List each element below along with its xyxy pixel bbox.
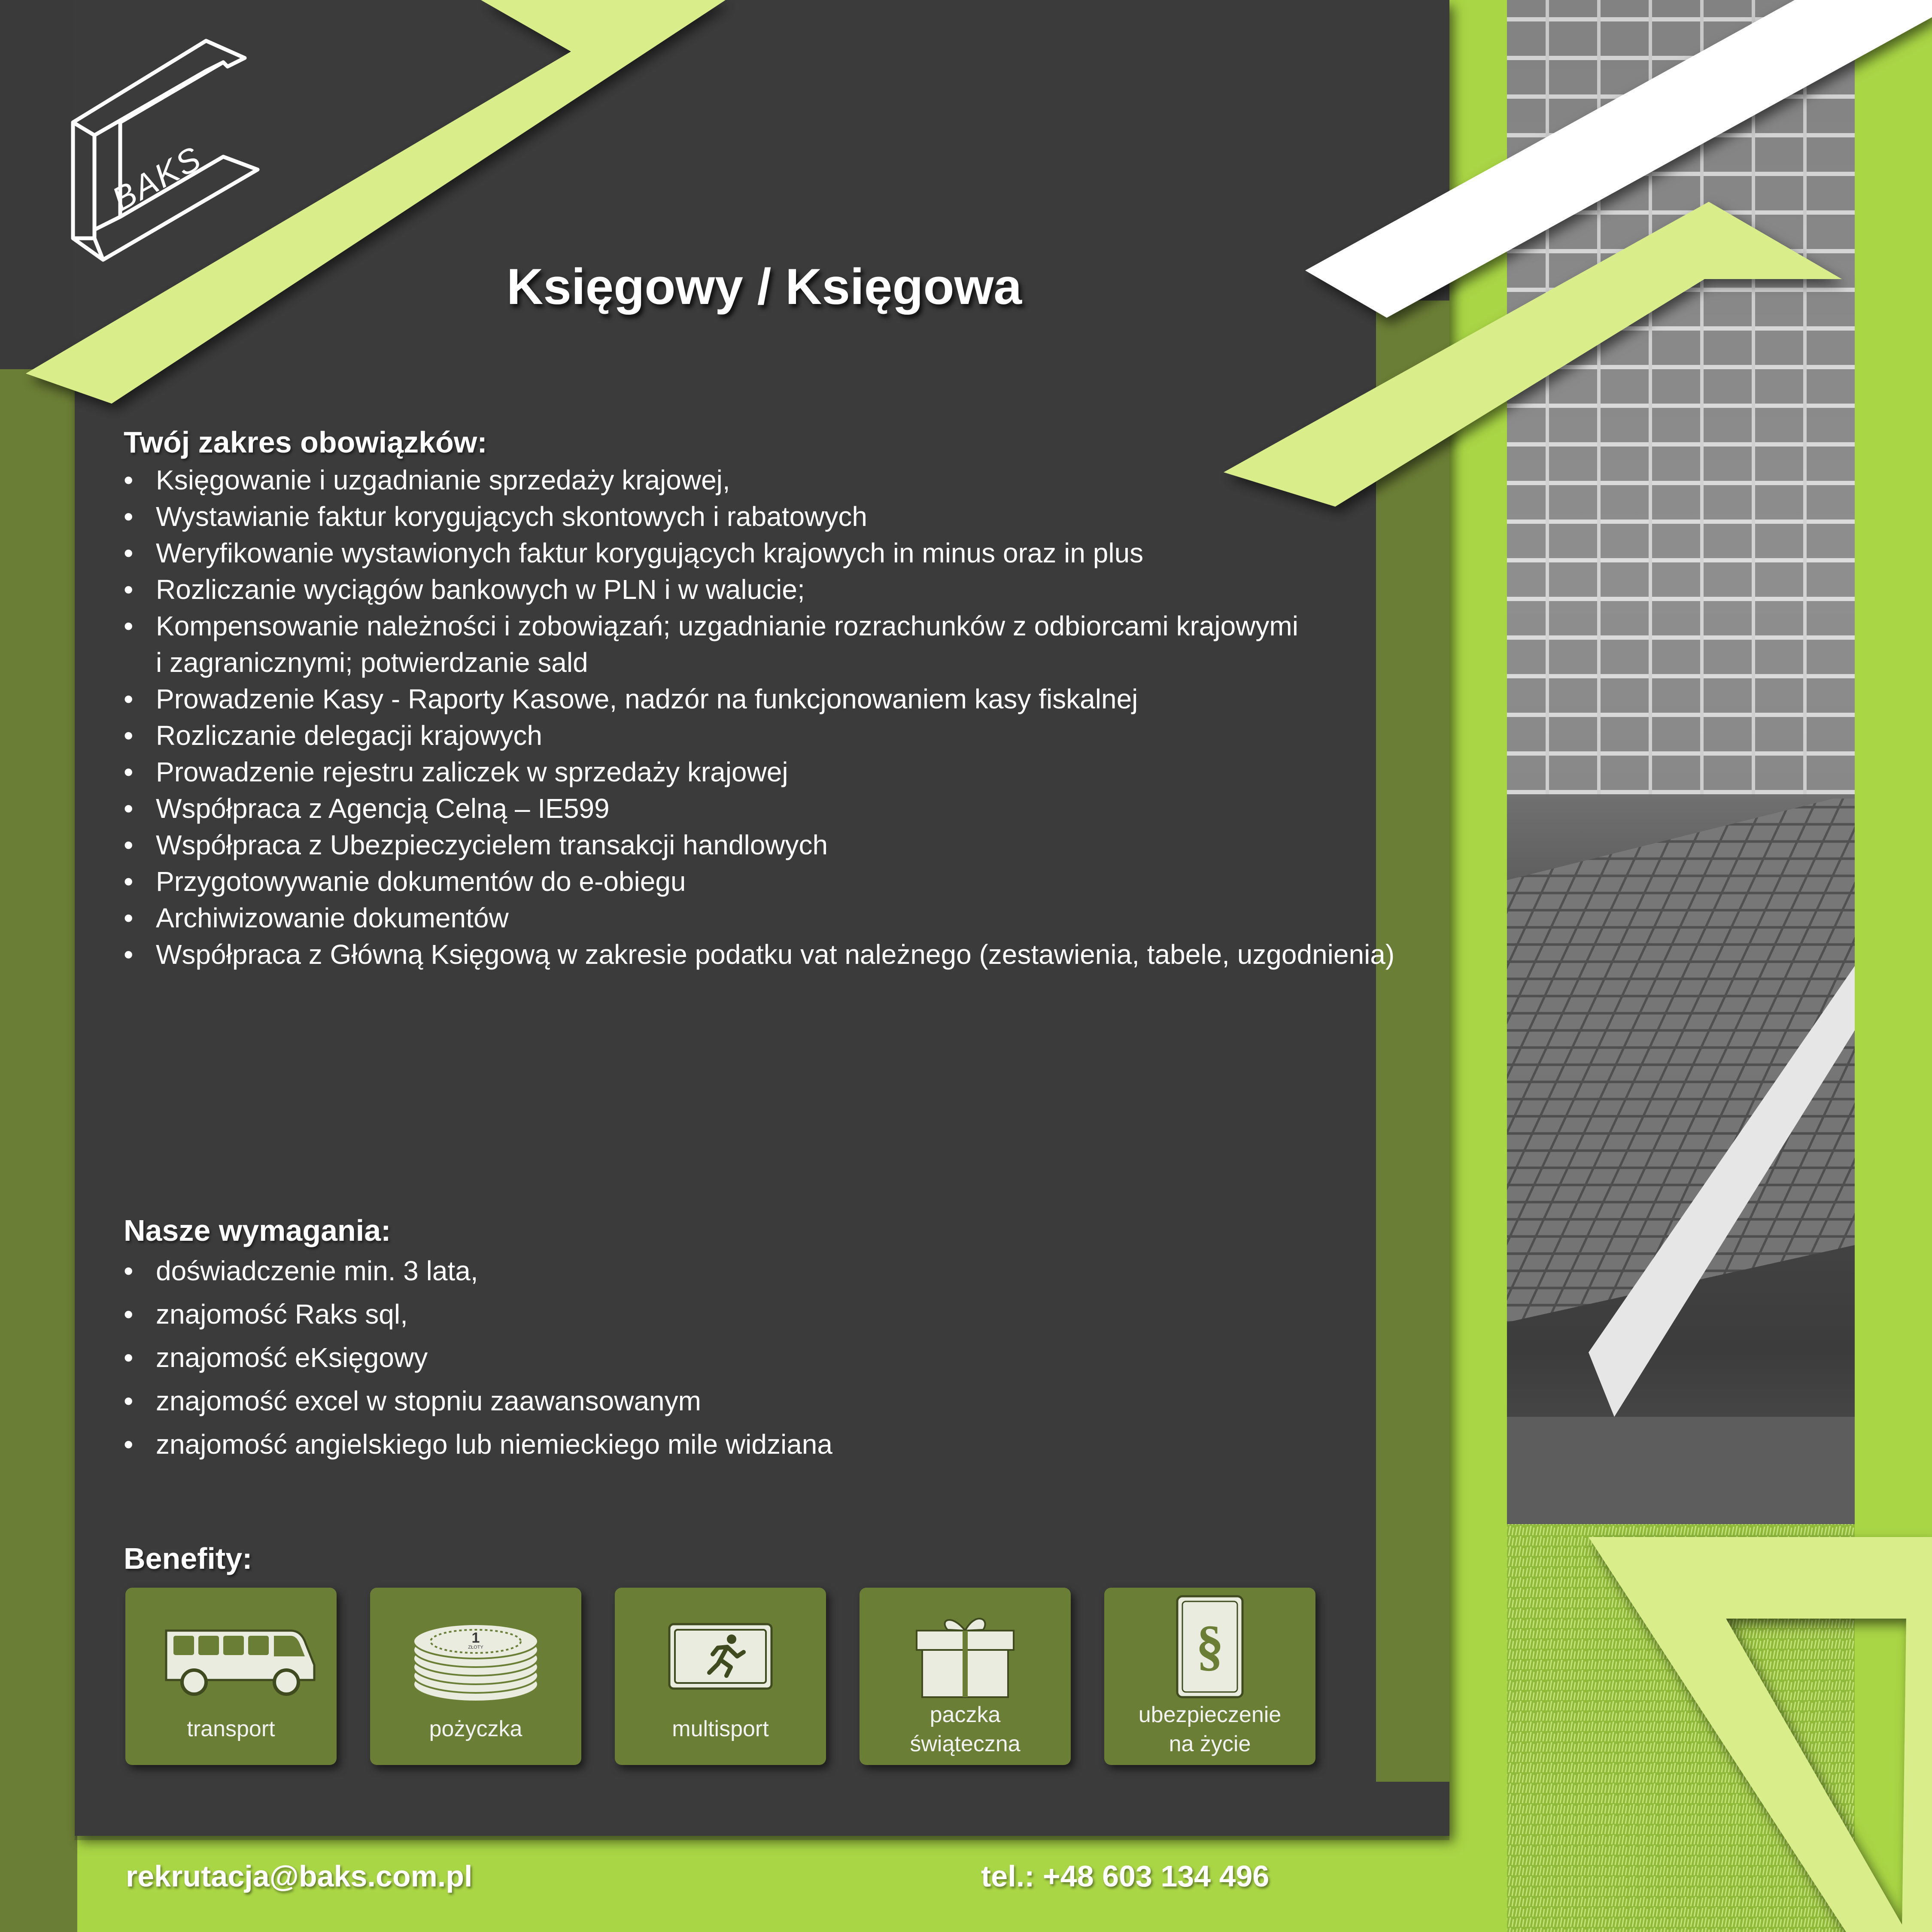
baks-logo [69, 36, 266, 268]
list-item: • Współpraca z Główną Księgową w zakresie podatku vat należnego (zestawienia, tabele, uzgodnienia) [124, 936, 1394, 973]
list-item: • Przygotowywanie dokumentów do e-obiegu [124, 863, 1394, 900]
list-item: • Rozliczanie wyciągów bankowych w PLN i w walucie; [124, 571, 1394, 608]
list-item: • znajomość excel w stopniu zaawansowanym [124, 1379, 832, 1423]
benefit-label: ubezpieczenie [1138, 1702, 1282, 1727]
benefit-label: transport [187, 1716, 275, 1741]
list-item: • Archiwizowanie dokumentów [124, 900, 1394, 936]
footer-email[interactable]: rekrutacja@baks.com.pl [126, 1859, 473, 1893]
benefit-loan [370, 1588, 581, 1765]
bus-icon [125, 1588, 337, 1716]
benefit-label-line2: na życie [1169, 1732, 1251, 1756]
benefit-label-line2: świąteczna [910, 1732, 1021, 1756]
gift-icon [860, 1588, 1071, 1716]
list-item-continuation: i zagranicznymi; potwierdzanie sald [156, 647, 588, 678]
footer-phone[interactable]: tel.: +48 603 134 496 [981, 1859, 1270, 1893]
list-item: • znajomość eKsięgowy [124, 1336, 832, 1379]
benefit-label: paczka [930, 1702, 1001, 1727]
list-item: • Weryfikowanie wystawionych faktur korygujących krajowych in minus oraz in plus [124, 535, 1394, 571]
benefits-row [125, 1588, 1319, 1766]
list-item: • Współpraca z Ubezpieczycielem transakcji handlowych [124, 827, 1394, 863]
list-item: • Kompensowanie należności i zobowiązań; uzgadnianie rozrachunków z odbiorcami krajowymi [124, 608, 1394, 644]
page-title: Księgowy / Księgowa [507, 258, 1022, 315]
benefit-transport [125, 1588, 337, 1765]
list-item: • Prowadzenie Kasy - Raporty Kasowe, nadzór na funkcjonowaniem kasy fiskalnej [124, 681, 1394, 717]
coins-icon [370, 1588, 581, 1716]
list-item: • doświadczenie min. 3 lata, [124, 1249, 832, 1293]
benefit-christmas-package [860, 1588, 1071, 1765]
requirements-heading: Nasze wymagania: [124, 1214, 391, 1247]
list-item: • znajomość angielskiego lub niemieckiego mile widziana [124, 1423, 832, 1466]
paragraph-icon [1104, 1588, 1315, 1716]
list-item: • Współpraca z Agencją Celną – IE599 [124, 790, 1394, 827]
benefits-heading: Benefity: [124, 1542, 252, 1575]
paragraph-symbol: § [1196, 1615, 1224, 1677]
coin-sub: ZŁOTY [468, 1645, 483, 1650]
list-item: • Rozliczanie delegacji krajowych [124, 717, 1394, 754]
duties-heading: Twój zakres obowiązków: [124, 425, 487, 459]
benefit-label: pożyczka [429, 1716, 522, 1741]
benefit-life-insurance [1104, 1588, 1315, 1765]
list-item: • Wystawianie faktur korygujących skontowych i rabatowych [124, 498, 1394, 535]
list-item: • Księgowanie i uzgadnianie sprzedaży krajowej, [124, 462, 1394, 498]
benefit-label: multisport [672, 1716, 769, 1741]
coin-value: 1 [471, 1630, 480, 1646]
list-item: • znajomość Raks sql, [124, 1293, 832, 1336]
requirements-list [124, 1249, 832, 1466]
logo-text: BAKS [106, 138, 208, 219]
benefit-multisport [615, 1588, 826, 1765]
duties-list [124, 462, 1394, 973]
running-person-icon [615, 1588, 826, 1716]
list-item: • Prowadzenie rejestru zaliczek w sprzedaży krajowej [124, 754, 1394, 790]
